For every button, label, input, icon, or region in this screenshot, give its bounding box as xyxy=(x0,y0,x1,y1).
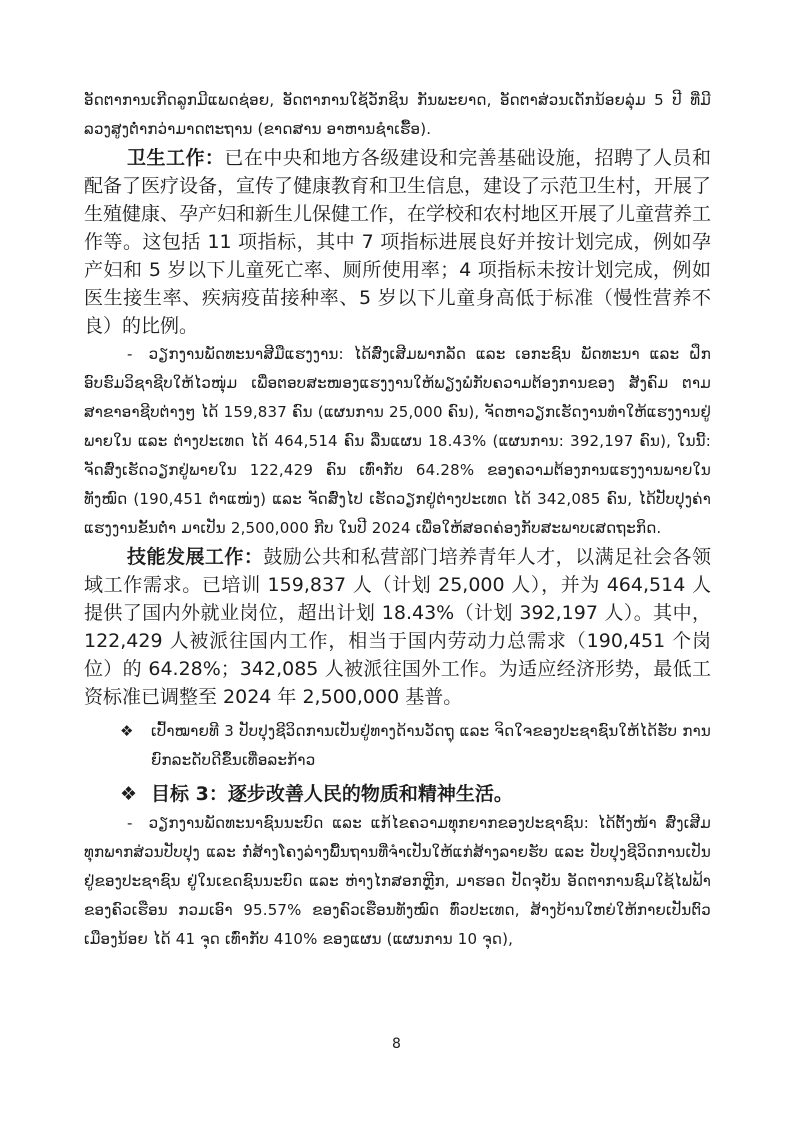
dash-bullet: - xyxy=(127,814,133,832)
lao-skills-work-paragraph xyxy=(84,340,711,543)
health-work-heading: 卫生工作： xyxy=(127,147,225,169)
diamond-bullet-icon: ❖ xyxy=(120,722,134,740)
zh-goal-3-item xyxy=(84,779,711,809)
lao-continuation-paragraph: ອັດຕາການເກີດລູກມີແພດຊ່ອຍ, ອັດຕາການໃຊ້ວັກຊິນ ກັນພະຍາດ, ອັດຕາສ່ວນເດັກນ້ອຍລຸ່ມ 5 ປີ ທີ່ມີລວງສູງຕໍ່າກວ່າມາດຕະຖານ (ຂາດສານ ອາຫານຊໍາເຮື້ອ). xyxy=(84,91,711,138)
skills-development-text: 鼓励公共和私营部门培养青年人才，以满足社会各领域工作需求。已培训 159,837 人（计划 25,000 人），并为 464,514 人提供了国内外就业岗位，超出计划 18.43%（计划 392,197 人）。其中，122,429 人被派往国内工作，相当于国内劳动力总需求（190,451 个岗位）的 64.28%；342,085 人被派往国外工作。为适应经济形势，最低工资标准已调整至 2024 年 2,500,000 基普。 xyxy=(84,546,711,708)
lao-rural-development-paragraph xyxy=(84,809,711,954)
lao-goal-3-item xyxy=(84,717,711,775)
skills-development-paragraph xyxy=(84,543,711,711)
health-work-text: 已在中央和地方各级建设和完善基础设施，招聘了人员和配备了医疗设备，宣传了健康教育和卫生信息，建设了示范卫生村，开展了生殖健康、孕产妇和新生儿保健工作，在学校和农村地区开展了儿童营养工作等。这包括 11 项指标，其中 7 项指标进展良好并按计划完成，例如孕产妇和 5 岁以下儿童死亡率、厕所使用率；4 项指标未按计划完成，例如医生接生率、疾病疫苗接种率、5 岁以下儿童身高低于标准（慢性营养不良）的比例。 xyxy=(84,147,712,337)
skills-development-heading: 技能发展工作： xyxy=(127,546,264,568)
diamond-bullet-icon: ❖ xyxy=(120,783,138,805)
dash-bullet: - xyxy=(127,345,133,363)
page-number: 8 xyxy=(392,1036,401,1052)
health-work-paragraph xyxy=(84,144,711,340)
lao-goal-3-text: ເປົ້າໝາຍທີ 3 ປັບປຸງຊີວິດການເປັນຢູ່ທາງດ້ານວັດຖຸ ແລະ ຈິດໃຈຂອງປະຊາຊົນໃຫ້ໄດ້ຮັບ ການຍົກລະດັບດີຂຶ້ນເທື່ອລະກ້າວ xyxy=(151,722,711,769)
zh-goal-3-text: 目标 3：逐步改善人民的物质和精神生活。 xyxy=(151,783,513,805)
lao-rural-development-text: ວຽກງານພັດທະນາຊົນນະບົດ ແລະ ແກ້ໄຂຄວາມທຸກຍາກຂອງປະຊາຊົນ: ໄດ້ຕັ້ງໜ້າ ສົ່ງເສີມທຸກພາກສ່ວນປັບປຸງ ແລະ ກໍ່ສ້າງໂຄງລ່າງພື້ນຖານທີ່ຈໍາເປັນໃຫ້ແກ່ສ້າງລາຍຮັບ ແລະ ປັບປຸງຊີວິດການເປັນຢູ່ຂອງປະຊາຊົນ ຢູ່ໃນເຂດຊົນນະບົດ ແລະ ຫ່າງໄກສອກຫຼີກ, ມາຮອດ ປັດຈຸບັນ ອັດຕາການຊົມໃຊ້ໄຟຟ້າຂອງຄົວເຮືອນ ກວມເອົາ 95.57% ຂອງຄົວເຮືອນທັງໝົດ ທົ່ວປະເທດ, ສ້າງບ້ານໃຫຍ່ໃຫ້ກາຍເປັນຕົວເມືອງນ້ອຍ ໄດ້ 41 ຈຸດ ເທົ່າກັບ 410% ຂອງແຜນ (ແຜນການ 10 ຈຸດ), xyxy=(84,814,711,948)
page-content xyxy=(84,86,711,954)
lao-skills-work-text: ວຽກງານພັດທະນາສີມືແຮງງານ: ໄດ້ສົ່ງເສີມພາກລັດ ແລະ ເອກະຊົນ ພັດທະນາ ແລະ ຝຶກອົບຮົມວິຊາຊີບໃຫ້ໄວໜຸ່ມ ເພື່ອຕອບສະໜອງແຮງງານໃຫ້ພຽງພໍກັບຄວາມຕ້ອງການຂອງ ສັງຄົມ ຕາມສາຂາອາຊີບຕ່າງໆ ໄດ້ 159,837 ຄົນ (ແຜນການ 25,000 ຄົນ), ຈັດຫາວຽກເຮັດງານທໍາໃຫ້ແຮງງານຢູ່ພາຍໃນ ແລະ ຕ່າງປະເທດ ໄດ້ 464,514 ຄົນ ລື່ນແຜນ 18.43% (ແຜນການ: 392,197 ຄົນ), ໃນນີ້: ຈັດສົ່ງເຮັດວຽກຢູ່ພາຍໃນ 122,429 ຄົນ ເທົ່າກັບ 64.28% ຂອງຄວາມຕ້ອງການແຮງງານພາຍໃນທັງໝົດ (190,451 ຕໍາແໜ່ງ) ແລະ ຈັດສົ່ງໄປ ເຮັດວຽກຢູ່ຕ່າງປະເທດ ໄດ້ 342,085 ຄົນ, ໄດ້ປັບປຸງຄ່າແຮງງານຂັ້ນຕໍ່າ ມາເປັນ 2,500,000 ກີບ ໃນປີ 2024 ເພື່ອໃຫ້ສອດຄ່ອງກັບສະພາບເສດຖະກິດ. xyxy=(84,345,711,537)
